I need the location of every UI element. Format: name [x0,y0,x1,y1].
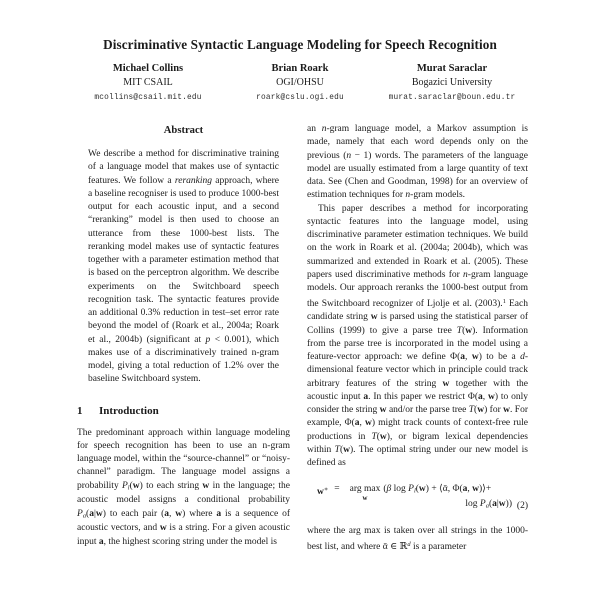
paragraph-ngram-continuation: an n-gram language model, a Markov assumption is made, namely that each word depends only on the previous (n − 1) words. The parameters of the language model are usually estimated from a large quantity of text data. See (Chen and Goodman, 1998) for an overview of estimation techniques for n-gram models. [307,124,528,201]
author-name: Brian Roark [271,63,329,74]
author-name: Murat Saraclar [416,63,488,74]
author-block-collins [72,62,224,103]
authors-row [72,62,528,103]
author-email: mcollins@csail.mit.edu [94,94,202,102]
author-affiliation: OGI/OHSU [276,77,324,88]
paper-title: Discriminative Syntactic Language Modeling for Speech Recognition [103,37,497,52]
equation-equals: = [334,484,340,495]
argmax-subscript: w [362,495,368,503]
equation-lhs: w∗ [317,486,329,498]
equation-line-2: log Pa(a|w)) [465,499,512,510]
author-email: murat.saraclar@boun.edu.tr [388,94,516,102]
equation-2 [307,483,528,512]
paragraph-argmax-explanation: where the arg max is taken over all strings in the 1000-best list, and where ᾱ ∈ ℝ$^d$ is a parameter [307,525,528,552]
author-block-saraclar [376,62,528,103]
paragraph-method-overview: This paper describes a method for incorporating syntactic features into the language model, using discriminative parameter estimation techniques. We build on the work in Roark et al. (2004a; 2004b), which was summarized and extended in Roark et al. (2005). These papers used discriminative methods for n-gram language models. Our approach reranks the 1000-best output from the Switchboard recognizer of Ljolje et al. (2003).$^1$ Each candidate string w is parsed using the statistical parser of Collins (1999) to give a parse tree T(w). Information from the parse tree is incorporated in the model using a feature-vector approach: we define Φ(a, w) to be a d-dimensional feature vector which in principle could track arbitrary features of the string w together with the acoustic input a. In this paper we restrict Φ(a, w) to only consider the string w and/or the parse tree T(w) for w. For example, Φ(a, w) might track counts of context-free rule productions in T(w), or bigram lexical dependencies within T(w). The optimal string under our new model is defined as [307,203,529,469]
section-heading-introduction [77,405,290,417]
argmax-label: arg max [349,484,381,495]
author-name: Michael Collins [112,63,184,74]
column-left [77,125,290,549]
author-block-roark [224,62,376,103]
argmax-operator [350,483,381,502]
column-right [307,123,528,554]
abstract-heading: Abstract [163,125,204,136]
author-affiliation: MIT CSAIL [123,77,173,88]
equation-expression [383,483,512,512]
author-affiliation: Bogazici University [411,77,493,88]
equation-2-body [317,483,512,512]
intro-paragraph: The predominant approach within language modeling for speech recognition has been to use an n-gram language model, within the “source-channel” or “noisy-channel” paradigm. The language model assigns a probability Pl(w) to each string w in the language; the acoustic model assigns a conditional probability Pa(a|w) to each pair (a, w) where a is a sequence of acoustic vectors, and w is a string. For a given acoustic input a, the highest scoring string under the model is [77,427,291,547]
equation-line-1: (β log Pl(w) + ⟨ᾱ, Φ(a, w)⟩+ [383,484,492,496]
section-title: Introduction [99,404,159,417]
abstract-text: We describe a method for discriminative training of a language model that makes use of syntactic features. We follow a reranking approach, where a baseline recogniser is used to produce 1000-best output for each acoustic input, and a second “reranking” model is then used to choose an utterance from these 1000-best lists. The reranking model makes use of syntactic features together with a parameter estimation method that is based on the perceptron algorithm. We describe experiments on the Switchboard speech recognition task. The syntactic features provide an additional 0.3% reduction in test–set error rate beyond the model of (Roark et al., 2004a; Roark et al., 2004b) (significant at p < 0.001), which makes use of a discriminatively trained n-gram model, giving a total reduction of 1.2% over the baseline Switchboard system. [88,149,279,385]
section-number: 1 [77,404,83,417]
author-email: roark@cslu.ogi.edu [256,94,344,102]
equation-number: (2) [516,500,528,511]
